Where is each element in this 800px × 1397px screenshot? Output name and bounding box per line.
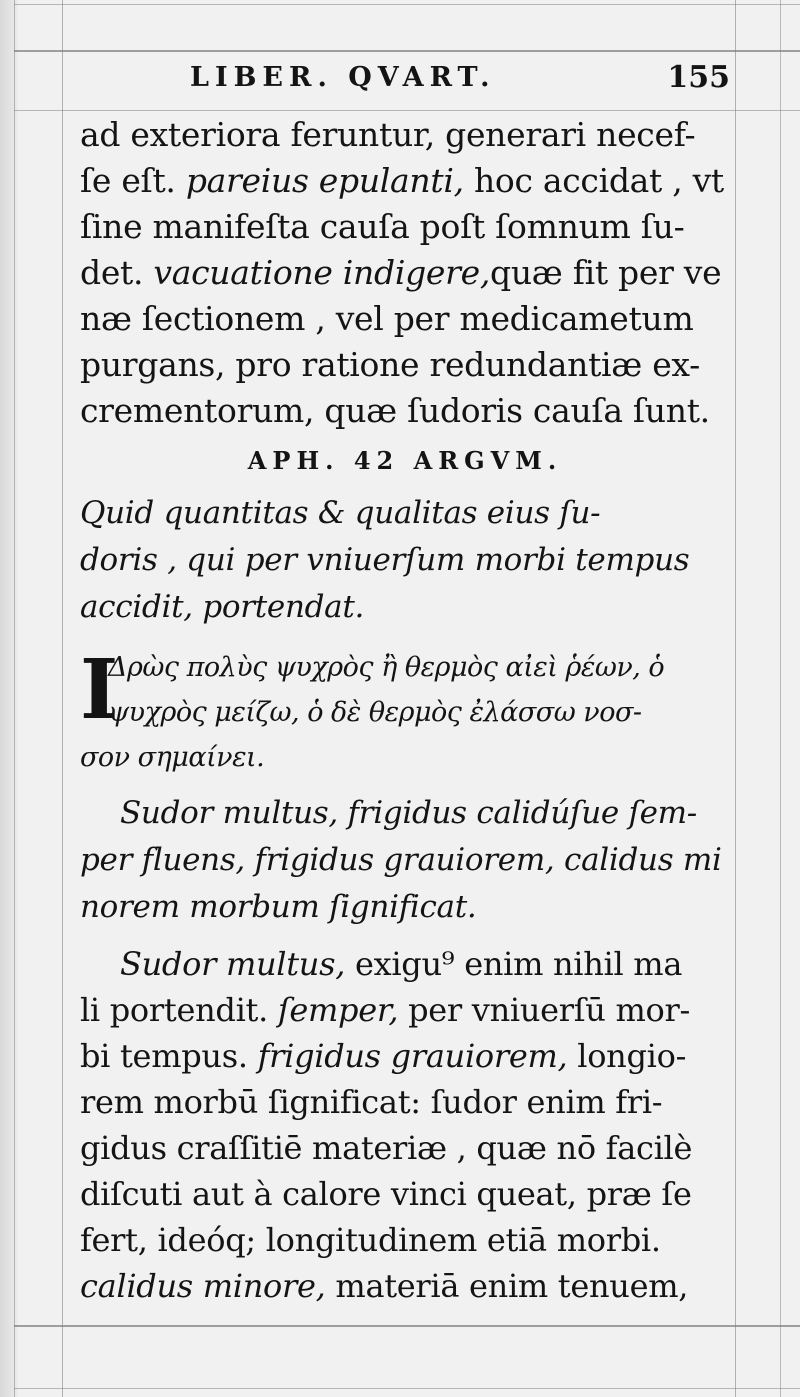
commentary-paragraph [80, 941, 730, 1309]
margin-rule [14, 110, 800, 111]
argument-line: accidit, portendat. [80, 589, 365, 625]
latin-translation [80, 790, 730, 931]
commentary-line: calidus minore, materiā enim tenuem, [80, 1267, 689, 1305]
greek-aphorism [80, 642, 730, 780]
greek-line: σον σημαίνει. [80, 742, 265, 773]
margin-rule [14, 4, 800, 5]
section-heading: APH. 42 ARGVM. [247, 446, 563, 475]
greek-line: ψυχρὸς μείζω, ὁ δὲ θερμὸς ἐλάσσω νοσ- [108, 697, 642, 728]
text-line: ſe eſt. pareius epulanti, hoc accidat , vt [80, 161, 724, 200]
text-line: det. vacuatione indigere,quæ fit per ve [80, 253, 722, 292]
margin-rule [14, 50, 800, 52]
margin-rule [780, 0, 781, 1397]
commentary-line: rem morbū ſignificat: ſudor enim fri- [80, 1083, 663, 1121]
text-line: ad exteriora feruntur, generari necef- [80, 115, 696, 154]
margin-rule [14, 1325, 800, 1327]
page-number: 155 [667, 60, 730, 95]
text-line: næ ſectionem , vel per medicametum [80, 299, 694, 338]
page-binding-edge [0, 0, 18, 1397]
commentary-line: bi tempus. frigidus grauiorem, longio- [80, 1037, 687, 1075]
commentary-line: gidus craſſitiē materiæ , quæ nō facilè [80, 1129, 693, 1167]
margin-rule [735, 0, 736, 1397]
latin-line: Sudor multus, frigidus calidúſue ſem- [120, 795, 697, 831]
latin-line: norem morbum ſignificat. [80, 889, 477, 925]
running-title: LIBER. QVART. [190, 62, 496, 93]
commentary-line: Sudor multus, exigu⁹ enim nihil ma [120, 945, 683, 983]
commentary-line: diſcuti aut à calore vinci queat, præ ſe [80, 1175, 692, 1213]
text-line: ſine manifeſta cauſa poſt ſomnum ſu- [80, 207, 685, 246]
argument-line: Quid quantitas & qualitas eius ſu- [80, 495, 601, 531]
commentary-line: li portendit. ſemper, per vniuerſū mor- [80, 991, 691, 1029]
margin-rule [14, 1388, 800, 1389]
text-line: purgans, pro ratione redundantiæ ex- [80, 345, 701, 384]
page-text [80, 112, 730, 1309]
commentary-line: fert, ideóq; longitudinem etiā morbi. [80, 1221, 661, 1259]
margin-rule [62, 0, 63, 1397]
greek-line: Δρὼς πολὺς ψυχρὸς ἢ θερμὸς αἰεὶ ῥέων, ὁ [108, 652, 665, 683]
latin-line: per fluens, frigidus grauiorem, calidus mi [80, 842, 722, 878]
text-line: crementorum, quæ ſudoris cauſa ſunt. [80, 391, 710, 430]
drop-cap: I [80, 642, 119, 738]
paragraph-commentary-continued [80, 112, 730, 434]
margin-rule [14, 0, 15, 1397]
argument-line: doris , qui per vniuerſum morbi tempus [80, 542, 690, 578]
page-header [80, 62, 730, 102]
argument-paragraph [80, 490, 730, 631]
